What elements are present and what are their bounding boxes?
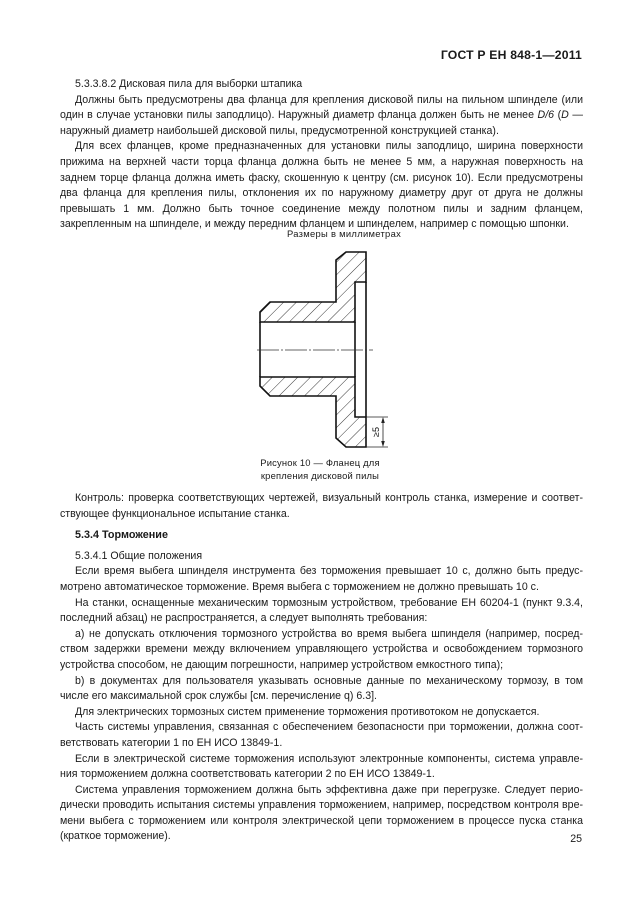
figure-caption	[200, 456, 440, 482]
flange-lower-section	[260, 377, 366, 447]
caption-line: крепления дисковой пилы	[260, 470, 380, 481]
section-heading: 5.3.4 Торможение	[75, 529, 168, 542]
list-item-a: a) не допускать отключения тормозного устройства во время выбега шпинделя (например, посредством задержки времени между включением управляющего устройства и освобождением тормозного устройства способом, не дающим погрешности, например устройством емкостного типа);	[60, 627, 583, 671]
paragraph: Для электрических тормозных систем применение торможения противотоком не допускается.	[75, 705, 540, 718]
caption-line: Рисунок 10 — Фланец для	[260, 457, 380, 468]
document-header: ГОСТ Р ЕН 848-1—2011	[440, 48, 582, 62]
paragraph: Часть системы управления, связанная с обеспечением безопасности при торможении, должна соответствовать категории 1 по ЕН ИСО 13849-1.	[60, 721, 583, 749]
paragraph: На станки, оснащенные механическим тормозным устройством, требование ЕН 60204-1 (пункт 9.3.4, последний абзац) не распространяется, а следует выполнять требования:	[60, 596, 583, 625]
page-number: 25	[570, 833, 582, 845]
section-5-3-4	[60, 491, 583, 845]
clause-title: 5.3.3.8.2 Дисковая пила для выборки штапика	[75, 78, 303, 90]
text-run: (	[554, 109, 562, 122]
clause-title: 5.3.4.1 Общие положения	[75, 549, 203, 562]
formula-text: D	[561, 109, 569, 122]
dimension-label: ≥5	[371, 427, 381, 437]
text-run: —	[568, 109, 583, 122]
paragraph: Контроль: проверка соответствующих чертежей, визуальный контроль станка, измерение и соответствующее функциональное испытание станка.	[60, 492, 583, 520]
paragraph-line: Должны быть предусмотрены два фланца для крепления дисковой пилы на пильном шпинделе (или	[75, 93, 583, 106]
paragraph-line: наружный диаметр наибольшей дисковой пилы, предусмотренной конструкцией станка).	[60, 124, 499, 137]
formula-text: D/6	[537, 109, 555, 122]
paragraph: Система управления торможением должна быть эффективна даже при перегрузке. Следует периодически проводить испытания системы управления торможением, например, посредством контроля времени выбега с торможением или контроля электрической цепи торможением в процессе пуска станка (краткое торможение).	[60, 783, 583, 843]
paragraph: Для всех фланцев, кроме предназначенных для установки пилы заподлицо, ширина поверхности прижима на верхней части торца фланца должна быть не менее 5 мм, а наружная поверхность на заднем торце фланца должна иметь фаску, скошенную к центру (см. рисунок 10). Если предусмотрены два фланца для крепления пилы, отклонения их по наружному диаметру друг от друга не должны превышать 1 мм. Должно быть точное соединение между полотном пилы и задним фланцем, закрепленным на шпинделе, и между передним фланцем и шпинделем, например с помощью шпонки.	[60, 140, 583, 231]
flange-upper-section	[260, 252, 366, 322]
text-run: один в случае установки пилы заподлицо). Наружный диаметр фланца должен быть не менее	[60, 109, 538, 122]
units-note-text: Размеры в миллиметрах	[287, 228, 402, 239]
list-item-b: b) в документах для пользователя указывать основные данные по механическому тормозу, в том числе его максимальной срок службы [см. перечисление q) 6.3].	[60, 674, 583, 703]
paragraph: Если время выбега шпинделя инструмента без торможения превышает 10 с, должно быть предусмотрено автоматическое торможение. Время выбега с торможением не должно превышать 10 с.	[60, 565, 583, 593]
paragraph: Если в электрической системе торможения используют электронные компоненты, система управления торможением должна соответствовать категории 2 по ЕН ИСО 13849-1.	[60, 752, 583, 781]
